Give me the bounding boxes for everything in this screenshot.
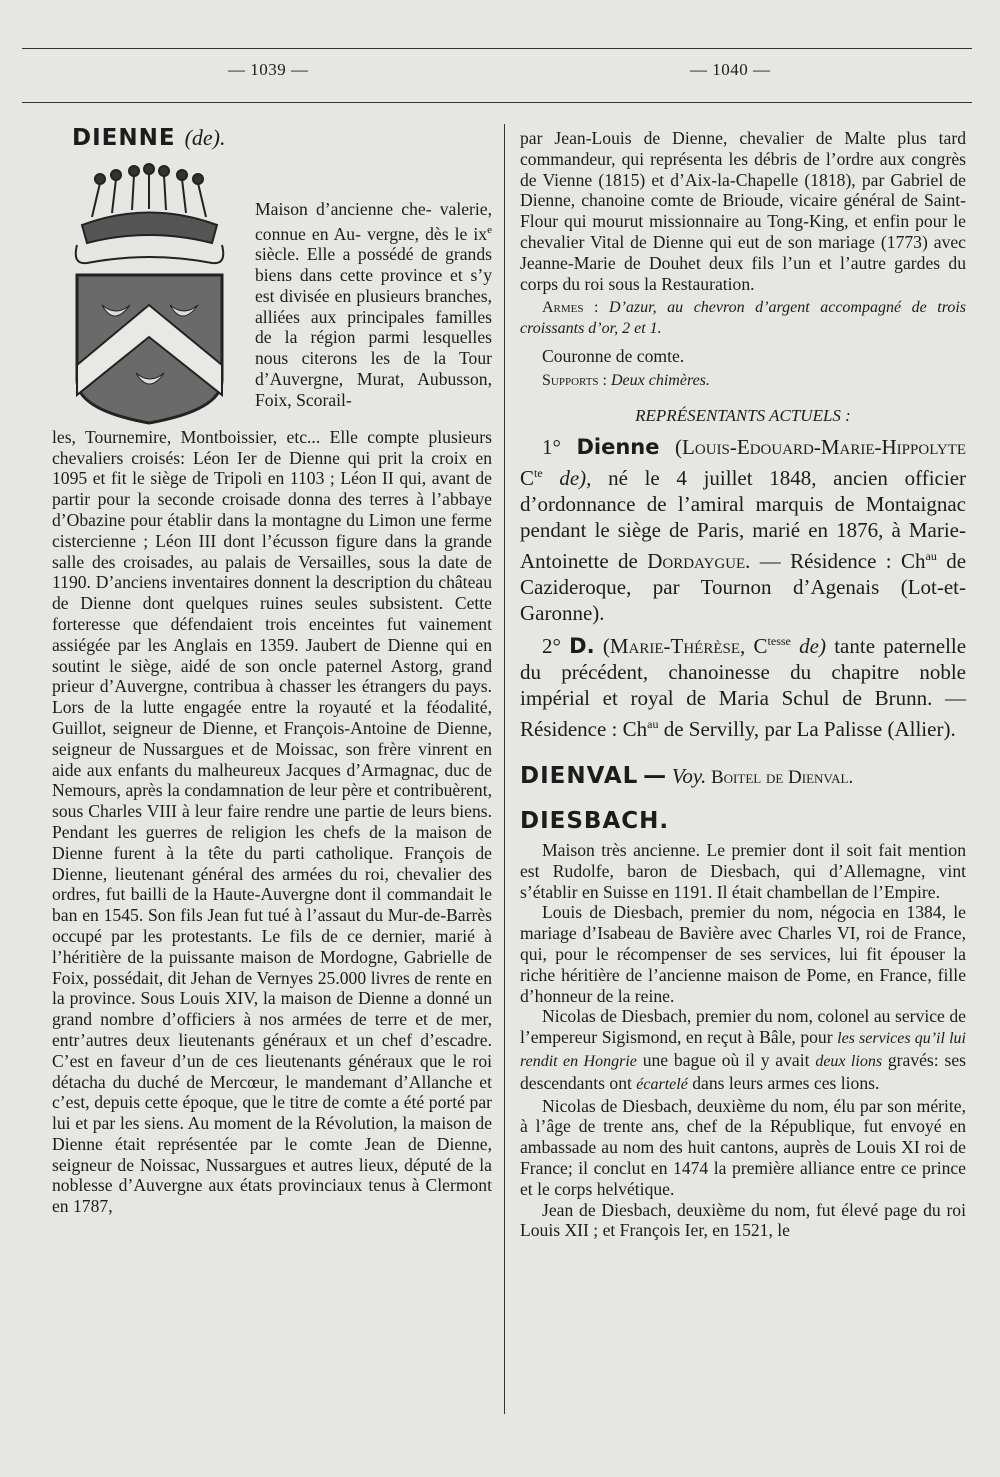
text-line: Maison d’ancienne che-: [255, 198, 432, 219]
rep-residence-place: de Servilly, par La Palisse (Allier).: [663, 717, 956, 742]
text-line: citerons les de la Tour: [301, 348, 492, 369]
diesbach-para-1: Maison très ancienne. Le premier dont il soit fait mention est Rudolfe, baron de Diesbach, qui d’Allemagne, vint s’établir en Suisse en 1191. Il était chambellan de l’Empire.: [520, 839, 966, 902]
dienval-voy: Voy.: [671, 764, 707, 789]
supports-text: Deux chimères.: [610, 371, 710, 389]
dienval-reference: Boitel de Dienval.: [710, 767, 854, 789]
armes-text: D’azur, au chevron d’argent accompagné de trois croissants d’or, 2 et 1.: [520, 299, 966, 338]
rep-full-name: (Marie-Thérèse, C: [602, 634, 768, 659]
text-line: siècle.: [255, 244, 300, 265]
superscript: au: [925, 549, 937, 564]
entry-title-dienne: [72, 125, 492, 151]
rep-name: Dienne: [576, 435, 660, 460]
crown-icon: [76, 164, 224, 263]
rep-number: 2°: [542, 634, 561, 659]
couronne-line: Couronne de comte.: [542, 345, 685, 366]
superscript: au: [647, 717, 659, 732]
page-number-right: — 1040 —: [690, 60, 771, 79]
supports-line: [520, 371, 966, 392]
diesbach-para-2: Louis de Diesbach, premier du nom, négocia en 1384, le mariage d’Isabeau de Bavière avec Charles VI, roi de France, qui, pour le récompenser de ses services, lui fit épouser la riche héritière de l’ancienne maison de Pome, en France, fille d’honneur de la reine.: [520, 902, 966, 1006]
column-divider: [504, 124, 505, 1414]
text-line: Aubusson, Foix, Scorail-: [255, 369, 492, 410]
page-number-left: — 1039 —: [228, 60, 309, 79]
text-line: d’Auvergne, Murat,: [255, 369, 405, 390]
superscript: e: [487, 223, 492, 236]
rep-particle: de),: [559, 466, 592, 491]
shield-icon: [77, 275, 222, 423]
superscript: tesse: [767, 634, 791, 649]
entry-title-dienval: [520, 763, 966, 790]
armes-line: [520, 298, 966, 340]
text-run: Nicolas de Diesbach, premier du nom, colonel au service de l’empereur Sigismond, en reçut à Bâle, pour: [520, 1006, 966, 1048]
entry-title-diesbach: DIESBACH.: [520, 808, 670, 835]
dienval-dash: —: [643, 763, 668, 790]
diesbach-para-4: Nicolas de Diesbach, deuxième du nom, élu par son mérite, à l’âge de trente ans, chef de la République, fut envoyé en ambassade au nom des huit cantons, auprès de Louis XI roi de France; il conclut en 1474 la première alliance entre ce prince et le corps helvétique.: [520, 1095, 966, 1199]
text-run-italic: écartelé: [636, 1075, 688, 1093]
diesbach-para-5: Jean de Diesbach, deuxième du nom, fut élevé page du roi Louis XII ; et François Ier, en 1521, le: [520, 1199, 966, 1241]
text-line: valerie, connue en Au-: [255, 198, 492, 244]
rep-spouse-name: Dordaygue.: [647, 549, 751, 574]
representant-1: [520, 434, 966, 626]
coat-of-arms-image: [52, 155, 247, 425]
right-column: [520, 128, 966, 1241]
rep-text: tante paternelle du précédent, chanoinesse du chapitre noble impérial et royal de Maria Schul de Brunn. — Résidence : Ch: [520, 634, 967, 742]
text-line: Elle a possédé de: [306, 244, 438, 265]
rep-full-name: (Louis-Edouard-Marie-Hippolyte C: [520, 435, 967, 491]
top-rule: [22, 48, 972, 49]
text-run: une bague où il y avait: [642, 1049, 810, 1070]
dienne-body-text: les, Tournemire, Montboissier, etc... Elle compte plusieurs chevaliers croisés: Léon Ier de Dienne qui prit la croix en 1095 et fit le siège de Tripoli en 1103 ; Léon II qui, avant de partir pour la seconde croisade donna des terres à l’abbaye d’Obazine pour établir dans la montagne du Limon une ferme cistercienne ; Léon III dont l’écusson figure dans la grande salle des croisades, au palais de Versailles, sous la date de 1190. D’anciens inventaires donnent la description du château de Dienne dont quelques ruines seules subsistent. Cette forteresse que défendaient trois enceintes fut vainement assiégée par les Anglais en 1359. Jaubert de Dienne qui en soutint le siège, aidé de son oncle paternel Astorg, grand prieur d’Auvergne, contribua à chasser les étrangers du pays. Lors de la lutte engagée entre la royauté et la féodalité, Guillot, seigneur de Dienne, et François-Antoine de Dienne, seigneur de Nussargues et de Moissac, son frère vinrent en aide aux enfants du malheureux Jacques d’Armagnac, duc de Nemours, après la condamnation de leur père et contribuèrent, sous Charles VIII à leur faire rendre une partie de leurs biens. Pendant les guerres de religion les chefs de la maison de Dienne furent à la tête du parti catholique. François de Dienne, lieutenant général des armées du roi, chevalier des ordres, fut bailli de la Haute-Auvergne dont il commandait le ban en 1545. Son fils Jean fut tué à l’assaut du Mur-de-Barrès occupé par les protestants. Le fils de ce dernier, marié à l’héritière de la puissante maison de Mordogne, Gabrielle de Foix, possédait, dit Jehan de Vernyes 25.000 livres de rente en la province. Sous Louis XIV, la maison de Dienne a donné un grand nombre d’officiers à nos armées de terre et de mer, entr’autres deux lieutenants généraux et un chef d’escadre. C’est en faveur d’un de ces lieutenants généraux que le roi détacha du duché de Mercœur, le mandemant d’Allanche et c’est, depuis cette époque, que le titre de comte a été porté par lui et par les siens. Au moment de la Révolution, la maison de Dienne était représentée par le comte Jean de Dienne, seigneur de Noissac, Nussargues et autres lieux, député de la noblesse d’Auvergne aux états provinciaux tenus à Clermont en 1787,: [52, 426, 492, 1217]
rep-residence: — Résidence : Ch: [759, 549, 926, 574]
text-run: gravés: ses descendants ont: [520, 1049, 966, 1093]
rep-particle: de): [799, 634, 826, 659]
text-run-italic: les services qu’il lui rendit en Hongrie: [520, 1030, 966, 1070]
representants-heading: REPRÉSENTANTS ACTUELS :: [635, 405, 851, 425]
supports-label: Supports :: [542, 371, 607, 389]
armes-label: Armes :: [542, 299, 599, 317]
text-line: province et s’y est divisée: [255, 265, 492, 306]
text-run-italic: deux lions: [815, 1052, 883, 1070]
rep-name: D.: [569, 634, 595, 659]
rep-number: 1°: [542, 435, 561, 460]
left-column: [52, 125, 493, 1217]
representant-2: [520, 628, 966, 742]
dienval-name: DIENVAL: [520, 763, 639, 790]
entry-title-particle: (de).: [184, 125, 226, 150]
text-line: alliées aux principales: [255, 306, 425, 327]
text-line: familles de la région: [255, 306, 493, 348]
diesbach-para-3: [520, 1006, 966, 1095]
header-rule: [22, 102, 972, 103]
rep-text: né le 4 juillet 1848, ancien officier d’ordonnance de l’amiral marquis de Montaignac pendant le siège de Paris, marié en 1876, à Marie-Antoinette de: [520, 466, 967, 574]
entry-title-name: DIENNE: [72, 125, 176, 151]
text-line: parmi lesquelles nous: [255, 327, 492, 369]
rep-residence-place: de Cazideroque, par Tournon d’Agenais (Lot-et-Garonne).: [520, 549, 967, 626]
superscript: te: [534, 466, 543, 481]
text-line: vergne, dès le ix: [367, 223, 488, 244]
text-line: en plusieurs branches,: [334, 285, 492, 306]
continued-text: par Jean-Louis de Dienne, chevalier de Malte plus tard commandeur, qui représenta les débris de l’ordre aux congrès de Vienne (1815) et d’Aix-la-Chapelle (1818), par Gabriel de Dienne, chanoine comte de Brioude, vicaire général de Saint-Flour qui mourut missionnaire au Tong-King, et enfin pour le chevalier Vital de Dienne qui eut de son mariage (1773) avec Jeanne-Marie de Douhet deux fils l’un et l’autre gardes du corps du roi sous la Restauration.: [520, 128, 966, 294]
text-run: dans leurs armes ces lions.: [692, 1072, 880, 1093]
text-line: grands biens dans cette: [255, 244, 492, 286]
